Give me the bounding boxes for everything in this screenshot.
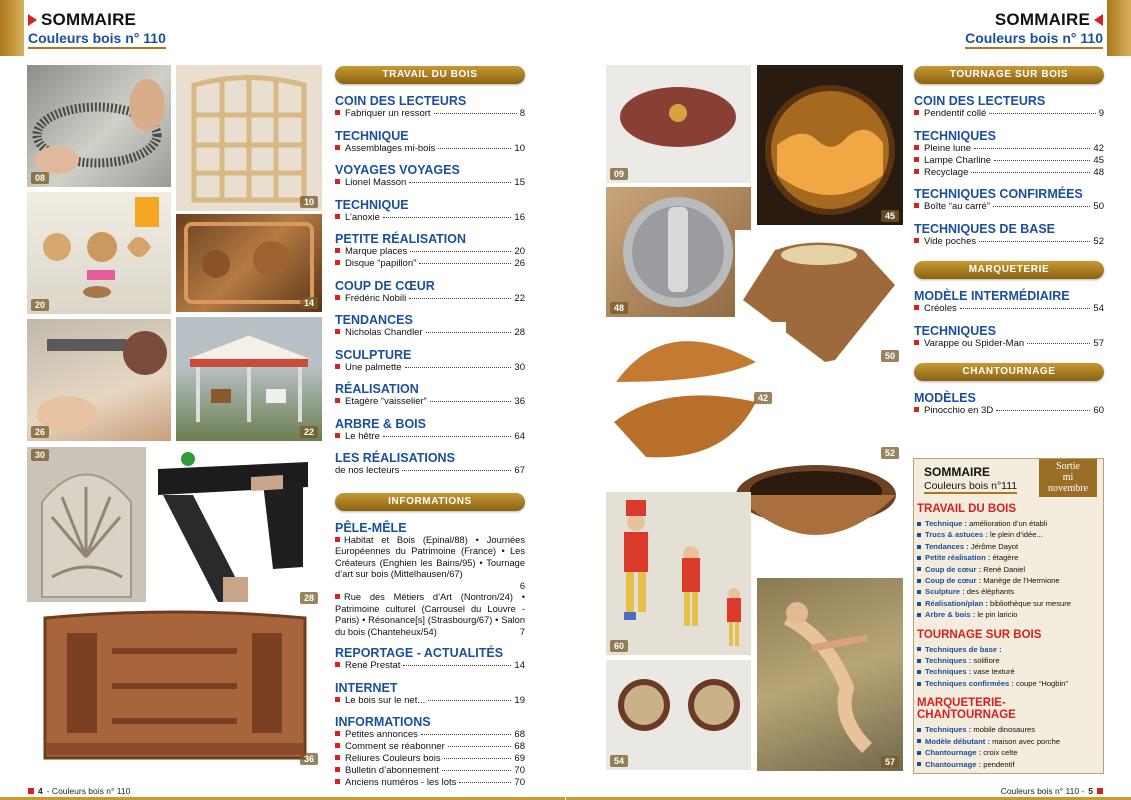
- photo-number: 28: [300, 592, 318, 604]
- section-title: TECHNIQUES: [914, 128, 996, 143]
- bullet-icon: [335, 767, 340, 772]
- next-issue-item-text: coupe “Hogbin”: [1016, 678, 1068, 688]
- bullet-icon: [917, 762, 921, 766]
- toc-entry[interactable]: L’anoxie 16: [335, 212, 525, 224]
- right-header-subtitle: Couleurs bois n° 110: [965, 30, 1103, 49]
- photo-full-moon: [606, 322, 786, 462]
- bullet-icon: [914, 407, 919, 412]
- colon-separator: :: [997, 644, 1004, 654]
- photo-number: 26: [31, 426, 49, 438]
- bowl-illustration: [730, 455, 903, 565]
- bullet-icon: [335, 537, 340, 542]
- carousel-illustration: [176, 317, 322, 441]
- page-number-left: 4: [38, 786, 43, 796]
- banner-travail-du-bois: TRAVAIL DU BOIS: [335, 66, 525, 84]
- next-issue-item-text: étagère: [992, 553, 1019, 563]
- toc-column-left: [335, 66, 525, 789]
- toc-entry[interactable]: de nos lecteurs 67: [335, 465, 525, 476]
- toc-entry[interactable]: Frédéric Nobili 22: [335, 293, 525, 305]
- photo-pepper-mill: [606, 187, 751, 317]
- photo-number: 42: [754, 392, 772, 404]
- next-issue-section-title: MARQUETERIE-CHANTOURNAGE: [917, 697, 1016, 722]
- section-title: INFORMATIONS: [335, 715, 431, 729]
- bullet-icon: [335, 248, 340, 253]
- next-issue-item-text: vase texturé: [973, 667, 1015, 677]
- next-issue-item-key: Chantournage: [925, 759, 977, 769]
- next-issue-item: [914, 518, 1103, 529]
- next-issue-item-text: amélioration d’un établi: [969, 519, 1048, 528]
- photo-number: 52: [881, 447, 899, 459]
- next-issue-item: [914, 609, 1103, 620]
- next-issue-item-key: Trucs & astuces: [925, 530, 984, 540]
- pele-mele-paragraph: Rue des Métiers d’Art (Nontron/24) • Patrimoine culturel (Carrousel du Louvre - Paris) • Résonance[s] (Strasbourg/67) • Salon du bois (Chanteheux/54): [335, 592, 525, 637]
- bullet-icon: [335, 145, 340, 150]
- next-issue-item-text: bibliothèque sur mesure: [989, 598, 1072, 608]
- photo-number: 20: [31, 299, 49, 311]
- pendant-illustration: [606, 65, 751, 183]
- next-issue-item-text: croix celte: [983, 748, 1018, 758]
- colon-separator: :: [966, 667, 974, 677]
- photo-console-table: [153, 447, 322, 607]
- lathe-illustration: [27, 319, 171, 441]
- colon-separator: :: [985, 736, 993, 746]
- toc-entry[interactable]: Le bois sur le net... 19: [335, 695, 525, 707]
- photo-lamp: [757, 65, 903, 225]
- release-badge: Sortie mi novembre: [1039, 459, 1097, 497]
- next-issue-item-key: Techniques: [925, 667, 967, 677]
- toc-entry[interactable]: Varappe ou Spider-Man 57: [914, 338, 1104, 350]
- colon-separator: :: [976, 759, 984, 769]
- section-title: MODÈLES: [914, 391, 976, 405]
- toc-entry[interactable]: Lionel Masson 15: [335, 177, 525, 189]
- bullet-icon: [917, 647, 921, 651]
- photo-number: 60: [610, 640, 628, 652]
- bullet-icon: [914, 145, 919, 150]
- pepper-mill-illustration: [606, 187, 751, 317]
- lamp-illustration: [757, 65, 903, 225]
- bullet-icon: [335, 295, 340, 300]
- bullet-icon: [914, 157, 919, 162]
- toc-entry[interactable]: Lampe Charline 45: [914, 155, 1104, 167]
- section-title: REPORTAGE - ACTUALITÉS: [335, 646, 504, 660]
- section-title: LES RÉALISATIONS: [335, 451, 455, 465]
- pele-mele-paragraph: Habitat et Bois (Epinal/88) • Journées Européennes du Patrimoine (France) • Les Créateurs (Enghien les Bains/95) • Tournage d’art sur bois (Mittelhausen/67): [335, 534, 525, 579]
- next-issue-item-text: Manège de l’Hermione: [983, 576, 1060, 586]
- toc-entry[interactable]: Pendentif collé 9: [914, 108, 1104, 120]
- toc-entry[interactable]: Pinocchio en 3D 60: [914, 405, 1104, 417]
- colon-separator: :: [1009, 678, 1017, 688]
- next-issue-title: SOMMAIRE: [924, 465, 990, 479]
- section-title: TECHNIQUES: [914, 323, 996, 338]
- bullet-icon: [917, 567, 921, 571]
- next-issue-item-key: Techniques de base: [925, 644, 998, 654]
- next-issue-section-title: TRAVAIL DU BOIS: [917, 503, 1017, 515]
- next-issue-item-key: Petite réalisation: [925, 553, 986, 563]
- photo-earrings: [606, 660, 751, 770]
- toc-page-number: 6: [519, 580, 525, 591]
- next-issue-item-key: Techniques confirmées: [925, 678, 1010, 688]
- next-issue-sections: [914, 503, 1103, 770]
- next-issue-item-key: Tendances: [925, 541, 965, 551]
- footer-square-icon: [28, 788, 34, 794]
- right-header: [965, 10, 1103, 49]
- colon-separator: :: [966, 656, 974, 666]
- toc-entry[interactable]: Reliures Couleurs bois 69: [335, 753, 525, 765]
- next-issue-item-text: maison avec porche: [992, 736, 1061, 746]
- banner-tournage-sur-bois: TOURNAGE SUR BOIS: [914, 66, 1104, 84]
- footer-square-icon: [1097, 788, 1103, 794]
- next-issue-item-key: Réalisation/plan: [925, 598, 984, 608]
- left-header: [28, 10, 166, 49]
- next-issue-item-text: mobile dinosaures: [973, 725, 1036, 735]
- photo-number: 08: [31, 172, 49, 184]
- footer-right: [1001, 786, 1103, 796]
- left-spine-bar: [0, 0, 24, 56]
- bullet-icon: [917, 590, 921, 594]
- bullet-icon: [917, 751, 921, 755]
- section-title: COIN DES LECTEURS: [914, 94, 1046, 108]
- toc-entry[interactable]: Boîte “au carré” 50: [914, 201, 1104, 213]
- bullet-icon: [335, 110, 340, 115]
- photo-spring: [27, 65, 171, 187]
- bullet-icon: [917, 670, 921, 674]
- toc-entry[interactable]: Etagère “vaisselier” 36: [335, 396, 525, 408]
- section-title: SCULPTURE: [335, 347, 412, 362]
- next-issue-item-text: pendentif: [983, 759, 1015, 769]
- bullet-icon: [335, 697, 340, 702]
- footer-right-text: Couleurs bois n° 110 -: [1000, 786, 1085, 796]
- next-issue-item: [914, 724, 1103, 735]
- toc-entry[interactable]: Assemblages mi-bois 10: [335, 143, 525, 155]
- next-issue-item-text: le pin laricio: [977, 610, 1018, 620]
- banner-informations: INFORMATIONS: [335, 493, 525, 511]
- next-issue-item: [914, 747, 1103, 758]
- colon-separator: :: [976, 564, 984, 574]
- colon-separator: :: [960, 587, 967, 597]
- palmette-illustration: [27, 447, 146, 602]
- next-issue-item: [914, 586, 1103, 597]
- next-issue-item-text: Jérôme Dayot: [970, 541, 1019, 551]
- climber-illustration: [757, 578, 903, 771]
- left-header-title: SOMMAIRE: [41, 10, 137, 29]
- photo-number: 57: [881, 756, 899, 768]
- arrow-right-icon: [28, 14, 37, 26]
- bullet-icon: [335, 731, 340, 736]
- bullet-icon: [335, 594, 340, 599]
- photo-number: 50: [881, 350, 899, 362]
- bullet-icon: [335, 329, 340, 334]
- bullet-icon: [914, 305, 919, 310]
- bullet-icon: [917, 613, 921, 617]
- photo-number: 09: [610, 168, 628, 180]
- left-header-subtitle: Couleurs bois n° 110: [28, 30, 166, 49]
- next-issue-item-key: Coup de cœur: [925, 564, 977, 574]
- next-issue-item: [914, 736, 1103, 747]
- next-issue-item-key: Coup de cœur: [925, 576, 977, 586]
- bullet-icon: [917, 522, 921, 526]
- photo-dresser: [27, 608, 322, 768]
- next-issue-item: [914, 759, 1103, 770]
- right-header-title: SOMMAIRE: [994, 10, 1090, 29]
- toc-entry[interactable]: Fabriquer un ressort 8: [335, 108, 525, 120]
- section-title: COUP DE CŒUR: [335, 278, 435, 293]
- next-issue-item-key: Modèle débutant: [925, 736, 986, 746]
- section-title: PÊLE-MÊLE: [335, 520, 407, 535]
- bullet-icon: [914, 169, 919, 174]
- colon-separator: :: [962, 519, 970, 528]
- bullet-icon: [335, 364, 340, 369]
- section-title: TENDANCES: [335, 313, 413, 327]
- next-issue-item: [914, 644, 1103, 655]
- next-issue-item: [914, 552, 1103, 563]
- next-issue-item-text: le plein d’idée...: [990, 530, 1043, 540]
- next-issue-item: [914, 529, 1103, 540]
- next-issue-box: [913, 458, 1104, 774]
- bullet-icon: [917, 728, 921, 732]
- toc-entry[interactable]: René Prestat 14: [335, 660, 525, 672]
- colon-separator: :: [985, 553, 993, 563]
- section-title: MODÈLE INTERMÉDIAIRE: [914, 289, 1070, 303]
- bullet-icon: [335, 433, 340, 438]
- toc-entry[interactable]: Anciens numéros - les lots 70: [335, 777, 525, 789]
- bullet-icon: [917, 579, 921, 583]
- bullet-icon: [335, 779, 340, 784]
- colon-separator: :: [970, 610, 978, 620]
- section-title: VOYAGES VOYAGES: [335, 163, 460, 177]
- photo-climber: [757, 578, 903, 771]
- photo-number: 30: [31, 449, 49, 461]
- photo-carousel: [176, 317, 322, 441]
- bullet-icon: [335, 662, 340, 667]
- photo-number: 10: [300, 196, 318, 208]
- bullet-icon: [335, 743, 340, 748]
- section-title: TECHNIQUES CONFIRMÉES: [914, 187, 1083, 201]
- next-issue-item: [914, 678, 1103, 689]
- banner-marqueterie: MARQUETERIE: [914, 261, 1104, 279]
- toc-page-number: 7: [519, 626, 525, 637]
- bullet-icon: [335, 214, 340, 219]
- next-issue-subtitle: Couleurs bois n°111: [924, 480, 1018, 492]
- toc-entry[interactable]: Créoles 54: [914, 303, 1104, 315]
- next-issue-item: [914, 564, 1103, 575]
- bullet-icon: [914, 340, 919, 345]
- bullet-icon: [335, 260, 340, 265]
- section-title: RÉALISATION: [335, 382, 419, 396]
- bullet-icon: [917, 533, 921, 537]
- next-issue-item: [914, 655, 1103, 666]
- next-issue-item-key: Sculpture: [925, 587, 961, 597]
- bullet-icon: [917, 556, 921, 560]
- colon-separator: :: [964, 541, 971, 551]
- toc-entry[interactable]: Nicholas Chandler 28: [335, 327, 525, 339]
- toc-entry[interactable]: Pleine lune 42: [914, 143, 1104, 155]
- toc-entry[interactable]: Une palmette 30: [335, 362, 525, 374]
- section-title: COIN DES LECTEURS: [335, 94, 467, 108]
- next-issue-item-key: Arbre & bois: [925, 610, 971, 620]
- page-number-right: 5: [1088, 786, 1093, 796]
- photo-number: 48: [610, 302, 628, 314]
- right-spine-bar: [1107, 0, 1131, 56]
- next-issue-item-key: Techniques: [925, 656, 967, 666]
- toc-entry[interactable]: Comment se réabonner 68: [335, 741, 525, 753]
- bullet-icon: [917, 659, 921, 663]
- toc-entry[interactable]: Recyclage 48: [914, 167, 1104, 179]
- bullet-icon: [917, 602, 921, 606]
- photo-carved-panel: [176, 214, 322, 312]
- arrow-left-icon: [1094, 14, 1103, 26]
- colon-separator: :: [983, 530, 990, 540]
- photo-number: 45: [881, 210, 899, 222]
- next-issue-item-text: des éléphants: [966, 587, 1015, 597]
- photo-pinocchio: [606, 492, 751, 655]
- bullet-icon: [335, 179, 340, 184]
- pinocchio-illustration: [606, 492, 751, 655]
- section-title: TECHNIQUES DE BASE: [914, 221, 1055, 236]
- photo-bowl: [730, 448, 903, 565]
- next-issue-item: [914, 598, 1103, 609]
- section-title: ARBRE & BOIS: [335, 416, 426, 431]
- photo-place-cards: [27, 192, 171, 314]
- photo-pendant: [606, 65, 751, 183]
- bullet-icon: [917, 739, 921, 743]
- next-issue-item: [914, 575, 1103, 586]
- photo-number: 14: [300, 297, 318, 309]
- colon-separator: :: [976, 748, 984, 758]
- next-issue-item-key: Technique: [925, 519, 963, 528]
- bullet-icon: [917, 545, 921, 549]
- section-title: INTERNET: [335, 680, 398, 695]
- photo-number: 36: [300, 753, 318, 765]
- toc-entry[interactable]: Le hêtre 64: [335, 431, 525, 443]
- place-cards-illustration: [27, 192, 171, 314]
- bullet-icon: [335, 755, 340, 760]
- bullet-icon: [914, 238, 919, 243]
- dresser-illustration: [27, 608, 322, 768]
- section-title: TECHNIQUE: [335, 197, 409, 212]
- colon-separator: :: [966, 725, 974, 735]
- footer-left: [28, 786, 130, 796]
- colon-separator: :: [983, 598, 990, 608]
- spring-illustration: [27, 65, 171, 187]
- next-issue-item: [914, 541, 1103, 552]
- section-title: TECHNIQUE: [335, 128, 409, 143]
- banner-chantournage: CHANTOURNAGE: [914, 363, 1104, 381]
- next-issue-item: [914, 666, 1103, 677]
- photo-number: 22: [300, 426, 318, 438]
- bullet-icon: [914, 110, 919, 115]
- footer-left-text: - Couleurs bois n° 110: [46, 786, 131, 796]
- toc-entry[interactable]: Marque places 20: [335, 246, 525, 258]
- earrings-illustration: [606, 660, 751, 770]
- next-issue-item-text: René Daniel: [983, 564, 1026, 574]
- photo-palmette: [27, 447, 146, 602]
- next-issue-item-key: Techniques: [925, 725, 967, 735]
- photo-butterfly-disc: [27, 319, 171, 441]
- next-issue-section-title: TOURNAGE SUR BOIS: [917, 628, 1042, 641]
- photo-number: 54: [610, 755, 628, 767]
- next-issue-item-text: solifiore: [973, 656, 1000, 666]
- lattice-illustration: [176, 65, 322, 211]
- bullet-icon: [914, 203, 919, 208]
- colon-separator: :: [976, 576, 984, 586]
- toc-entry[interactable]: Petites annonces 68: [335, 729, 525, 741]
- toc-entry[interactable]: Vide poches 52: [914, 236, 1104, 248]
- section-title: PETITE RÉALISATION: [335, 232, 467, 246]
- next-issue-item-key: Chantournage: [925, 748, 977, 758]
- console-table-illustration: [153, 447, 322, 607]
- toc-entry[interactable]: Bulletin d’abonnement 70: [335, 765, 525, 777]
- toc-entry[interactable]: Disque “papillon” 26: [335, 258, 525, 270]
- photo-lattice-shelf: [176, 65, 322, 211]
- toc-column-right: [914, 66, 1104, 417]
- bullet-icon: [335, 398, 340, 403]
- bullet-icon: [917, 682, 921, 686]
